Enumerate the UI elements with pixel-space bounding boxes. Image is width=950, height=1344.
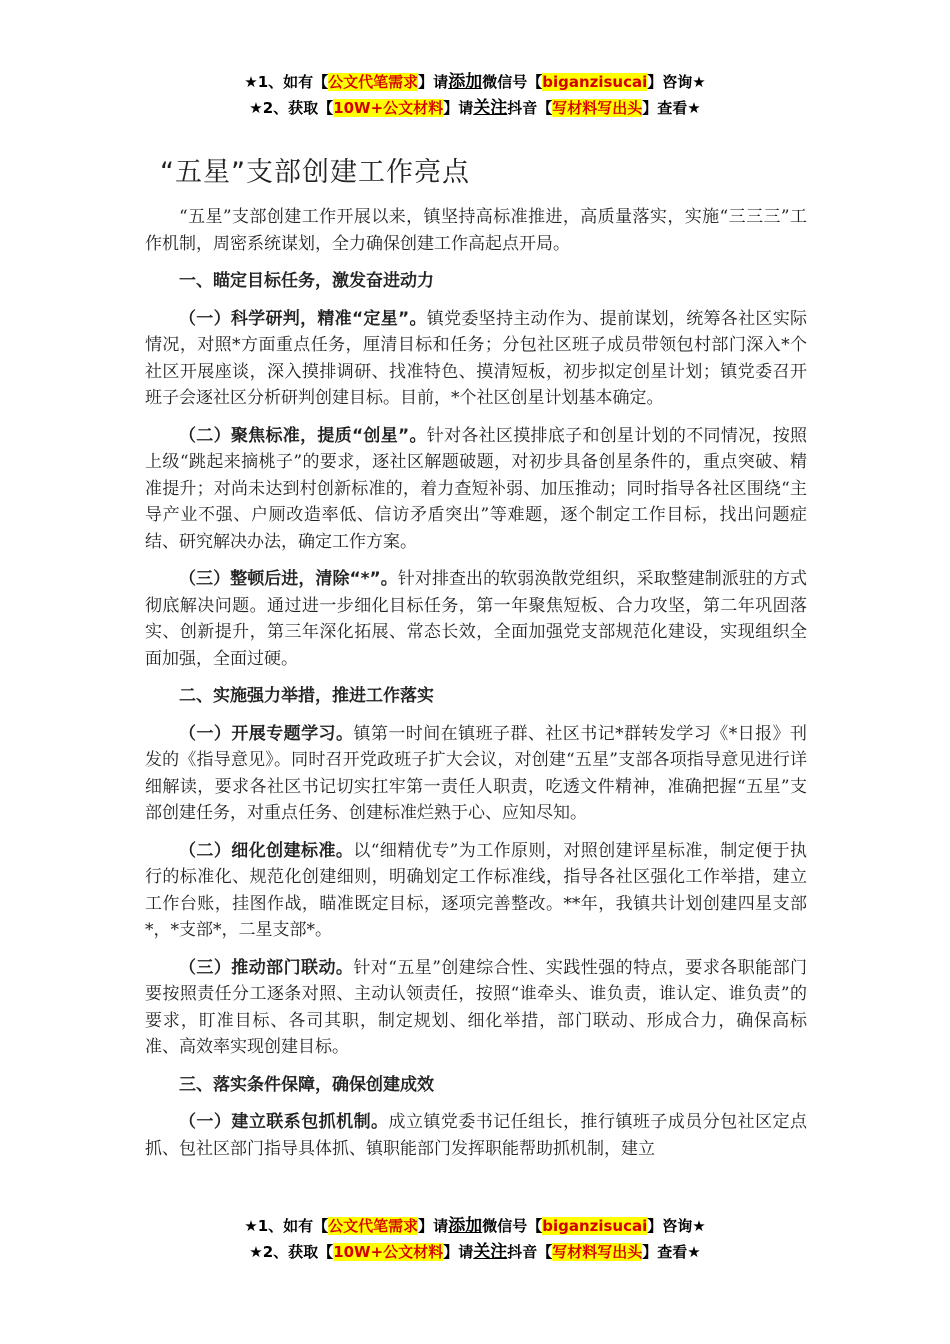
paragraph: （一）开展专题学习。镇第一时间在镇班子群、社区书记*群转发学习《*日报》刊发的《指导意见》。同时召开党政班子扩大会议，对创建“五星”支部各项指导意见进行详细解读，要求各社区书记切实扛牢第一责任人职责，吃透文件精神，准确把握“五星”支部创建任务，对重点任务、创建标准烂熟于心、应知尽知。 xyxy=(145,723,808,823)
highlight-tag: 10W+公文材料 xyxy=(333,1243,444,1261)
highlight-tag: 公文代笔需求 xyxy=(328,73,419,91)
section-heading-2: 二、实施强力举措，推进工作落实 xyxy=(179,686,434,706)
highlight-tag: 10W+公文材料 xyxy=(333,99,444,117)
wechat-id[interactable]: biganzisucai xyxy=(542,73,648,91)
document-title: “五星”支部创建工作亮点 xyxy=(160,157,470,188)
promo-line-1: ★1、如有【公文代笔需求】请添加微信号【biganzisucai】咨询★ xyxy=(244,1216,706,1236)
intro-paragraph: “五星”支部创建工作开展以来，镇坚持高标准推进，高质量落实，实施“三三三”工作机制，周密系统谋划，全力确保创建工作高起点开局。 xyxy=(145,207,807,254)
paragraph: （一）科学研判，精准“定星”。镇党委坚持主动作为、提前谋划，统筹各社区实际情况，对照*方面重点任务，厘清目标和任务；分包社区班子成员带领包村部门深入*个社区开展座谈，深入摸排调研、找准特色、摸清短板，初步拟定创星计划；镇党委召开班子会逐社区分析研判创建目标。目前，*个社区创星计划基本确定。 xyxy=(145,308,807,408)
paragraph: （三）推动部门联动。针对“五星”创建综合性、实践性强的特点，要求各职能部门要按照责任分工逐条对照、主动认领责任，按照“谁牵头、谁负责，谁认定、谁负责”的要求，盯准目标、各司其职，制定规划、细化举措，部门联动、形成合力，确保高标准、高效率实现创建目标。 xyxy=(145,957,807,1057)
paragraph-lead: （三）整顿后进，清除“*”。 xyxy=(179,569,398,589)
paragraph: （二）细化创建标准。以“细精优专”为工作原则，对照创建评星标准，制定便于执行的标准化、规范化创建细则，明确划定工作标准线，指导各社区强化工作举措，建立工作台账，挂图作战，瞄准既定目标，逐项完善整改。**年，我镇共计划创建四星支部*，*支部*，二星支部*。 xyxy=(145,840,807,940)
promo-line-1: ★1、如有【公文代笔需求】请添加微信号【biganzisucai】咨询★ xyxy=(244,72,706,92)
promo-line-2: ★2、获取【10W+公文材料】请关注抖音【写材料写出头】查看★ xyxy=(249,1242,701,1262)
highlight-tag: 公文代笔需求 xyxy=(328,1217,419,1235)
promo-banner-top xyxy=(0,69,950,121)
wechat-id[interactable]: biganzisucai xyxy=(542,1217,648,1235)
section-heading-3: 三、落实条件保障，确保创建成效 xyxy=(179,1074,434,1095)
paragraph-lead: （二）细化创建标准。 xyxy=(179,840,354,861)
paragraph-lead: （二）聚焦标准，提质“创星”。 xyxy=(179,425,427,446)
paragraph: （一）建立联系包抓机制。成立镇党委书记任组长，推行镇班子成员分包社区定点抓、包社区部门指导具体抓、镇职能部门发挥职能帮助抓机制，建立 xyxy=(145,1112,808,1159)
paragraph: （三）整顿后进，清除“*”。针对排查出的软弱涣散党组织，采取整建制派驻的方式彻底解决问题。通过进一步细化目标任务，第一年聚焦短板、合力攻坚，第二年巩固落实、创新提升，第三年深化拓展、常态长效，全面加强党支部规范化建设，实现组织全面加强，全面过硬。 xyxy=(145,569,807,669)
promo-line-2: ★2、获取【10W+公文材料】请关注抖音【写材料写出头】查看★ xyxy=(249,98,701,118)
douyin-account[interactable]: 写材料写出头 xyxy=(552,1243,643,1261)
paragraph-lead: （一）科学研判，精准“定星”。 xyxy=(179,308,427,329)
section-heading-1: 一、瞄定目标任务，激发奋进动力 xyxy=(179,271,434,291)
paragraph: （二）聚焦标准，提质“创星”。针对各社区摸排底子和创星计划的不同情况，按照上级“跳起来摘桃子”的要求，逐社区解题破题，对初步具备创星条件的，重点突破、精准提升；对尚未达到村创新标准的，着力查短补弱、加压推动；同时指导各社区围绕“主导产业不强、户厕改造率低、信访矛盾突出”等难题，逐个制定工作目标，找出问题症结、研究解决办法，确定工作方案。 xyxy=(145,425,807,552)
document-body xyxy=(145,204,807,1173)
paragraph-lead: （一）开展专题学习。 xyxy=(179,723,354,744)
promo-banner-bottom xyxy=(0,1213,950,1265)
douyin-account[interactable]: 写材料写出头 xyxy=(552,99,643,117)
paragraph-lead: （三）推动部门联动。 xyxy=(179,957,354,978)
paragraph-lead: （一）建立联系包抓机制。 xyxy=(179,1112,389,1132)
